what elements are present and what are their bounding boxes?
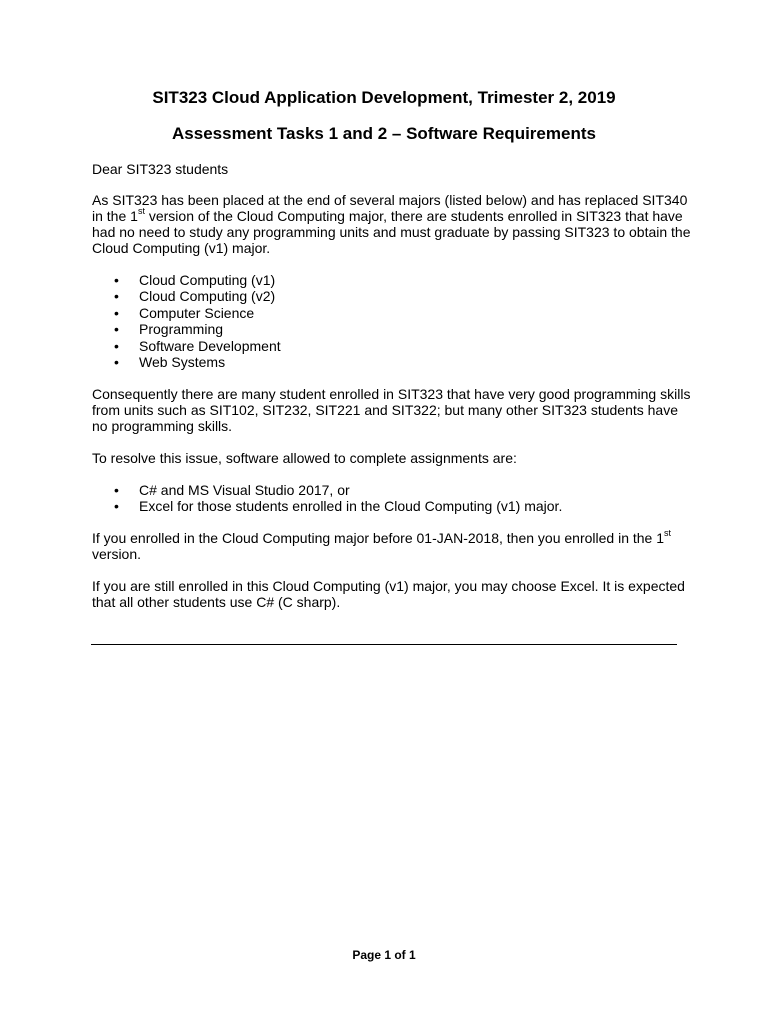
list-item-text: C# and MS Visual Studio 2017, or [139, 482, 350, 498]
bullet-icon: • [114, 304, 119, 321]
superscript-st: st [664, 528, 672, 539]
list-item-text: Excel for those students enrolled in the Cloud Computing (v1) major. [139, 498, 563, 515]
paragraph-consequence: Consequently there are many student enrolled in SIT323 that have very good programming skills from units such as SIT102, SIT232, SIT221 and SIT322; but many other SIT323 students have no programming skills. [92, 386, 691, 434]
list-item [92, 321, 692, 337]
list-item [92, 482, 692, 498]
list-item-text: Programming [139, 321, 224, 338]
bullet-icon: • [114, 482, 119, 498]
paragraph-enrolment-text-b: version. [92, 546, 142, 562]
list-item [92, 338, 692, 354]
paragraph-resolution: To resolve this issue, software allowed to complete assignments are: [92, 450, 517, 466]
paragraph-intro-text-b: version of the Cloud Computing major, there are students enrolled in SIT323 that have had no need to study any programming units and must graduate by passing SIT323 to obtain the Cloud Computing (v1) major. [92, 208, 691, 256]
list-item [92, 288, 692, 304]
document-subtitle: Assessment Tasks 1 and 2 – Software Requirements [172, 124, 596, 143]
paragraph-excel-choice: If you are still enrolled in this Cloud Computing (v1) major, you may choose Excel. It is expected that all other students use C# (C sharp). [92, 578, 685, 610]
list-item [92, 305, 692, 321]
bullet-icon: • [114, 321, 119, 338]
paragraph-intro-text-a: As SIT323 has been placed at the end of several majors (listed below) and has replaced SIT340 in the 1 [92, 192, 688, 224]
list-item [92, 354, 692, 370]
document-title: SIT323 Cloud Application Development, Trimester 2, 2019 [152, 88, 616, 107]
superscript-st: st [137, 206, 145, 217]
greeting: Dear SIT323 students [92, 161, 229, 177]
bullet-icon: • [114, 288, 119, 305]
paragraph-enrolment-text-a: If you enrolled in the Cloud Computing major before 01-JAN-2018, then you enrolled in the 1 [92, 530, 665, 546]
software-list [92, 482, 692, 515]
list-item-text: Cloud Computing (v2) [139, 288, 276, 305]
paragraph-enrolment-date [92, 530, 692, 562]
page-number: Page 1 of 1 [352, 948, 416, 962]
bullet-icon: • [114, 337, 119, 354]
majors-list [92, 272, 692, 370]
list-item [92, 272, 692, 288]
bullet-icon: • [114, 272, 119, 288]
bullet-icon: • [114, 354, 119, 371]
list-item-text: Software Development [139, 337, 281, 354]
list-item-text: Cloud Computing (v1) [139, 272, 276, 288]
horizontal-divider [91, 644, 677, 645]
list-item [92, 498, 692, 514]
bullet-icon: • [114, 498, 119, 515]
paragraph-intro [92, 192, 692, 256]
list-item-text: Computer Science [139, 304, 255, 321]
list-item-text: Web Systems [139, 354, 226, 371]
